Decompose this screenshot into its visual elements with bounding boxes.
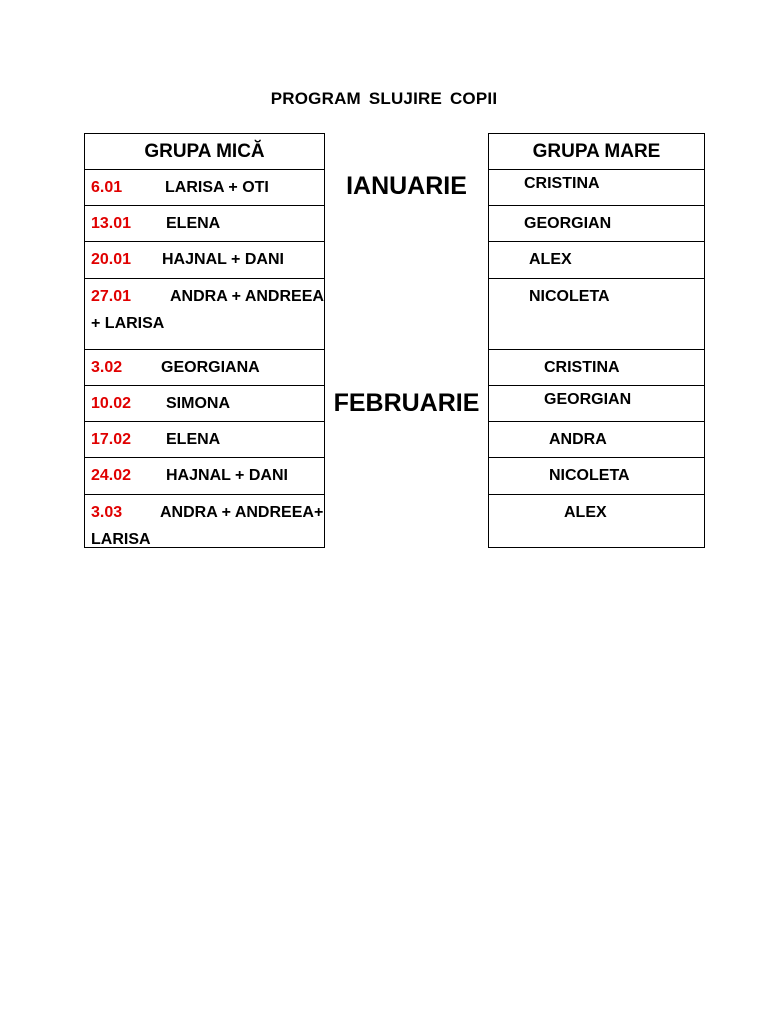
names-label: SIMONA bbox=[166, 395, 230, 412]
date-label: 27.01 bbox=[91, 288, 132, 305]
date-label: 13.01 bbox=[91, 215, 132, 232]
table-row bbox=[85, 279, 328, 350]
table-row bbox=[85, 495, 328, 548]
table-row bbox=[85, 422, 324, 458]
name-label: ALEX bbox=[529, 251, 572, 268]
names-label: ANDRA + ANDREEA + LARISA bbox=[91, 288, 328, 332]
grupa-mica-header: GRUPA MICĂ bbox=[85, 134, 324, 170]
date-label: 17.02 bbox=[91, 431, 132, 448]
table-row bbox=[489, 495, 704, 547]
table-row bbox=[85, 386, 324, 422]
month-label-february: FEBRUARIE bbox=[333, 389, 480, 417]
names-label: HAJNAL + DANI bbox=[162, 251, 284, 268]
table-row bbox=[85, 170, 324, 206]
table-row bbox=[489, 422, 704, 458]
name-label: NICOLETA bbox=[549, 467, 630, 484]
month-label-january: IANUARIE bbox=[346, 172, 467, 200]
name-label: ALEX bbox=[564, 504, 607, 521]
name-label: CRISTINA bbox=[524, 175, 600, 192]
table-row bbox=[489, 279, 704, 350]
name-label: CRISTINA bbox=[544, 359, 620, 376]
table-row bbox=[85, 458, 324, 495]
names-label: ELENA bbox=[166, 431, 221, 448]
name-label: GEORGIAN bbox=[524, 215, 612, 232]
names-label: HAJNAL + DANI bbox=[166, 467, 288, 484]
table-row bbox=[85, 350, 324, 386]
grupa-mare-header: GRUPA MARE bbox=[489, 134, 704, 170]
name-label: GEORGIAN bbox=[544, 391, 632, 408]
table-row bbox=[489, 350, 704, 386]
date-label: 3.03 bbox=[91, 504, 123, 521]
table-row bbox=[489, 458, 704, 495]
date-label: 6.01 bbox=[91, 179, 123, 196]
date-label: 20.01 bbox=[91, 251, 132, 268]
names-label: ELENA bbox=[166, 215, 221, 232]
table-row bbox=[489, 206, 704, 242]
names-label: GEORGIANA bbox=[161, 359, 260, 376]
table-row bbox=[85, 206, 324, 242]
date-label: 3.02 bbox=[91, 359, 123, 376]
document-title: PROGRAM SLUJIRE COPII bbox=[270, 89, 498, 108]
grupa-mare-table bbox=[488, 133, 705, 548]
date-label: 10.02 bbox=[91, 395, 132, 412]
name-label: ANDRA bbox=[549, 431, 607, 448]
names-label: ANDRA + ANDREEA+ LARISA bbox=[91, 504, 328, 548]
names-label: LARISA + OTI bbox=[165, 179, 269, 196]
grupa-mica-table bbox=[84, 133, 328, 548]
name-label: NICOLETA bbox=[529, 288, 610, 305]
date-label: 24.02 bbox=[91, 467, 132, 484]
table-row bbox=[489, 170, 704, 206]
table-row bbox=[489, 386, 704, 422]
table-row bbox=[489, 242, 704, 279]
table-row bbox=[85, 242, 324, 279]
